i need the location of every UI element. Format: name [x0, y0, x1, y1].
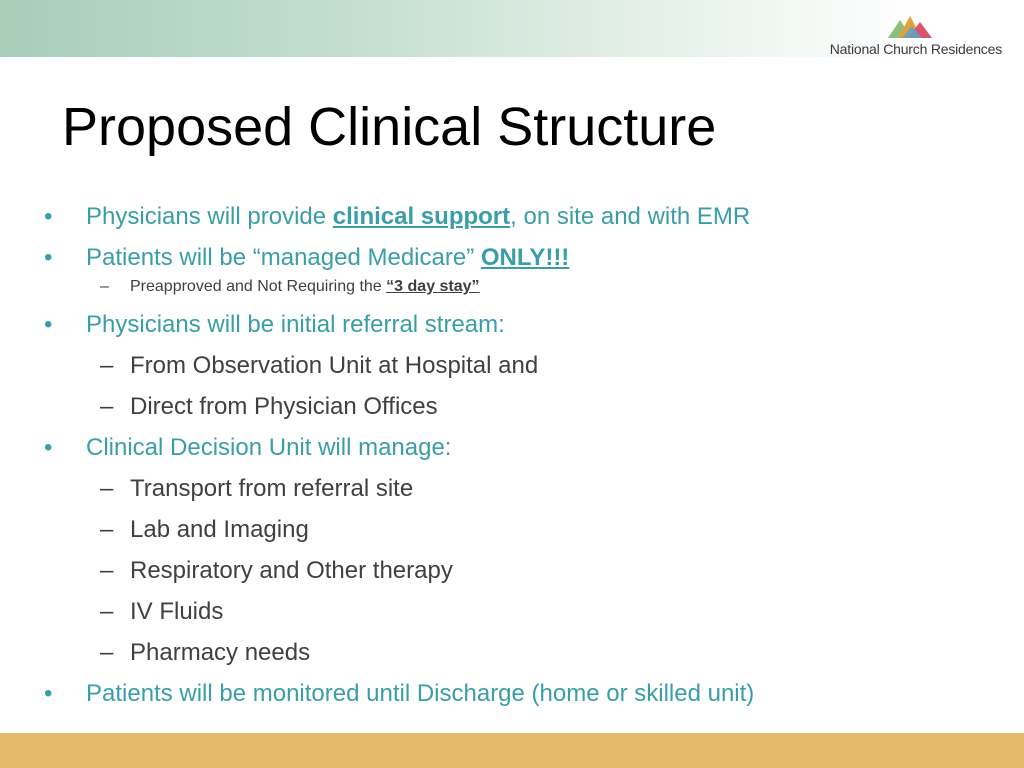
sub-bullet-item	[0, 390, 1024, 431]
sub-bullet-item	[0, 595, 1024, 636]
bullet-item	[0, 241, 1024, 275]
bullet-emphasis: ONLY!!!	[480, 244, 570, 271]
bullet-text: Preapproved and Not Requiring the	[130, 278, 387, 295]
sub-bullet-item	[0, 472, 1024, 513]
bullet-emphasis: “3 day stay”	[386, 278, 480, 295]
bullet-emphasis: clinical support	[332, 203, 511, 230]
bullet-text: , on site and with EMR	[510, 203, 751, 230]
bullet-text: Physicians will be initial referral stream:	[86, 311, 505, 338]
bullet-item	[0, 431, 1024, 472]
organization-logo	[822, 14, 1002, 58]
sub-bullet-item	[0, 636, 1024, 677]
sub-bullet-item	[0, 513, 1024, 554]
bullet-text: Patients will be monitored until Discharge (home or skilled unit)	[86, 680, 755, 707]
logo-mark-icon	[888, 14, 934, 38]
bullet-text: Patients will be “managed Medicare”	[86, 244, 481, 271]
bullet-item	[0, 308, 1024, 349]
slide-title: Proposed Clinical Structure	[62, 97, 717, 157]
bullet-text: From Observation Unit at Hospital and	[130, 352, 539, 379]
bullet-text: Pharmacy needs	[130, 639, 311, 666]
bullet-item	[0, 677, 1024, 718]
bullet-text: Respiratory and Other therapy	[130, 557, 453, 584]
footer-band	[0, 733, 1024, 768]
bullet-text: Clinical Decision Unit will manage:	[86, 434, 452, 461]
bullet-text: Lab and Imaging	[130, 516, 309, 543]
bullet-item	[0, 200, 1024, 241]
bullet-text: IV Fluids	[130, 598, 224, 625]
bullet-list	[0, 200, 1024, 718]
logo-text: National Church Residences	[829, 41, 1002, 57]
sub-bullet-item	[0, 554, 1024, 595]
bullet-text: Transport from referral site	[130, 475, 414, 502]
bullet-text: Direct from Physician Offices	[130, 393, 438, 420]
sub-bullet-item	[0, 349, 1024, 390]
sub-bullet-item	[0, 275, 1024, 308]
bullet-text: Physicians will provide	[86, 203, 333, 230]
